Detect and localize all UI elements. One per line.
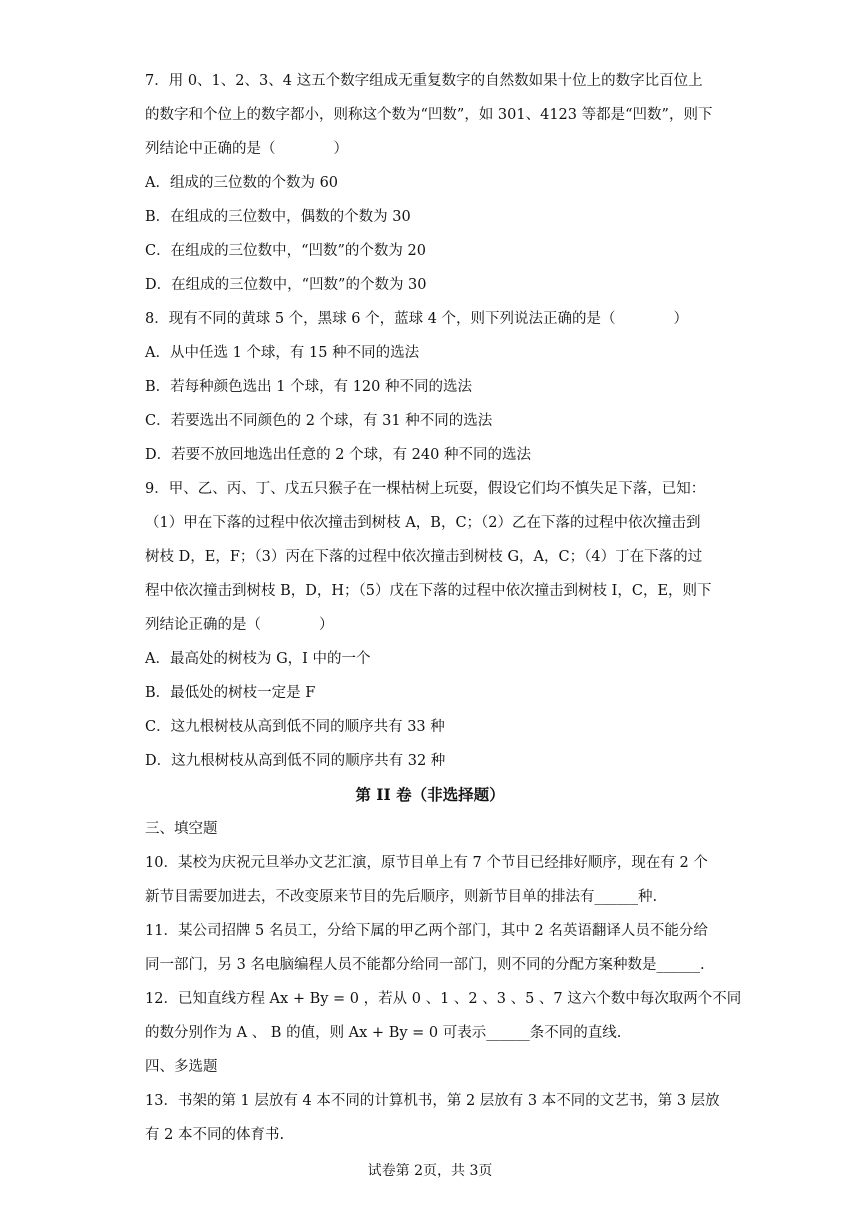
q9-line-2: （1）甲在下落的过程中依次撞击到树枝 A，B，C；（2）乙在下落的过程中依次撞击到 — [145, 515, 701, 531]
q9-line-3: 树枝 D，E，F；（3）丙在下落的过程中依次撞击到树枝 G，A，C；（4）丁在下落的过 — [145, 549, 703, 565]
q9-option-d: D．这九根树枝从高到低不同的顺序共有 32 种 — [145, 753, 446, 769]
q10-line-1: 10．某校为庆祝元旦举办文艺汇演，原节目单上有 7 个节目已经排好顺序，现在有 2 个 — [145, 855, 708, 871]
q10-line-2: 新节目需要加进去，不改变原来节目的先后顺序，则新节目单的排法有______种. — [145, 889, 658, 905]
section-2-title: 第 II 卷（非选择题） — [355, 785, 505, 804]
page-content — [145, 64, 742, 1152]
q9-line-1: 9．甲、乙、丙、丁、戊五只猴子在一棵枯树上玩耍，假设它们均不慎失足下落，已知： — [145, 481, 706, 497]
q9-option-a: A．最高处的树枝为 G，I 中的一个 — [145, 651, 371, 667]
q9-option-b: B．最低处的树枝一定是 F — [145, 685, 316, 701]
page-footer: 试卷第 2页，共 3页 — [367, 1163, 493, 1179]
q7-line-2: 的数字和个位上的数字都小，则称这个数为“凹数”，如 301、4123 等都是“凹数”，则下 — [145, 107, 713, 123]
q11-line-2: 同一部门，另 3 名电脑编程人员不能都分给同一部门，则不同的分配方案种数是______. — [145, 957, 705, 973]
q8-option-d: D．若要不放回地选出任意的 2 个球，有 240 种不同的选法 — [145, 447, 531, 463]
q8-option-b: B．若每种颜色选出 1 个球，有 120 种不同的选法 — [145, 379, 472, 395]
q11-line-1: 11．某公司招牌 5 名员工，分给下属的甲乙两个部门，其中 2 名英语翻译人员不能分给 — [145, 923, 708, 939]
q8-line-1: 8．现有不同的黄球 5 个，黑球 6 个，蓝球 4 个，则下列说法正确的是（ ） — [145, 311, 689, 327]
q7-option-d: D．在组成的三位数中，“凹数”的个数为 30 — [145, 277, 427, 293]
q8-option-a: A．从中任选 1 个球，有 15 种不同的选法 — [145, 345, 420, 361]
q7-line-1: 7．用 0、1、2、3、4 这五个数字组成无重复数字的自然数如果十位上的数字比百位上 — [145, 73, 703, 89]
q13-line-1: 13．书架的第 1 层放有 4 本不同的计算机书，第 2 层放有 3 本不同的文艺书，第 3 层放 — [145, 1093, 720, 1109]
q8-option-c: C．若要选出不同颜色的 2 个球，有 31 种不同的选法 — [145, 413, 493, 429]
q12-line-1: 12．已知直线方程 Ax + By = 0 ，若从 0 、1 、2 、3 、5 、7 这六个数中每次取两个不同 — [145, 991, 742, 1007]
q12-line-2: 的数分别作为 A 、 B 的值，则 Ax + By = 0 可表示______条不同的直线. — [145, 1025, 622, 1041]
q7-option-b: B．在组成的三位数中，偶数的个数为 30 — [145, 209, 411, 225]
q7-option-c: C．在组成的三位数中，“凹数”的个数为 20 — [145, 243, 426, 259]
q7-option-a: A．组成的三位数的个数为 60 — [145, 175, 339, 191]
part-3-heading: 三、填空题 — [145, 821, 218, 837]
q9-line-4: 程中依次撞击到树枝 B，D，H；（5）戊在下落的过程中依次撞击到树枝 I，C，E，则下 — [145, 583, 712, 599]
q7-line-3: 列结论中正确的是（ ） — [145, 141, 348, 157]
q9-option-c: C．这九根树枝从高到低不同的顺序共有 33 种 — [145, 719, 445, 735]
q9-line-5: 列结论正确的是（ ） — [145, 617, 334, 633]
q13-line-2: 有 2 本不同的体育书. — [145, 1127, 285, 1143]
part-4-heading: 四、多选题 — [145, 1059, 218, 1075]
